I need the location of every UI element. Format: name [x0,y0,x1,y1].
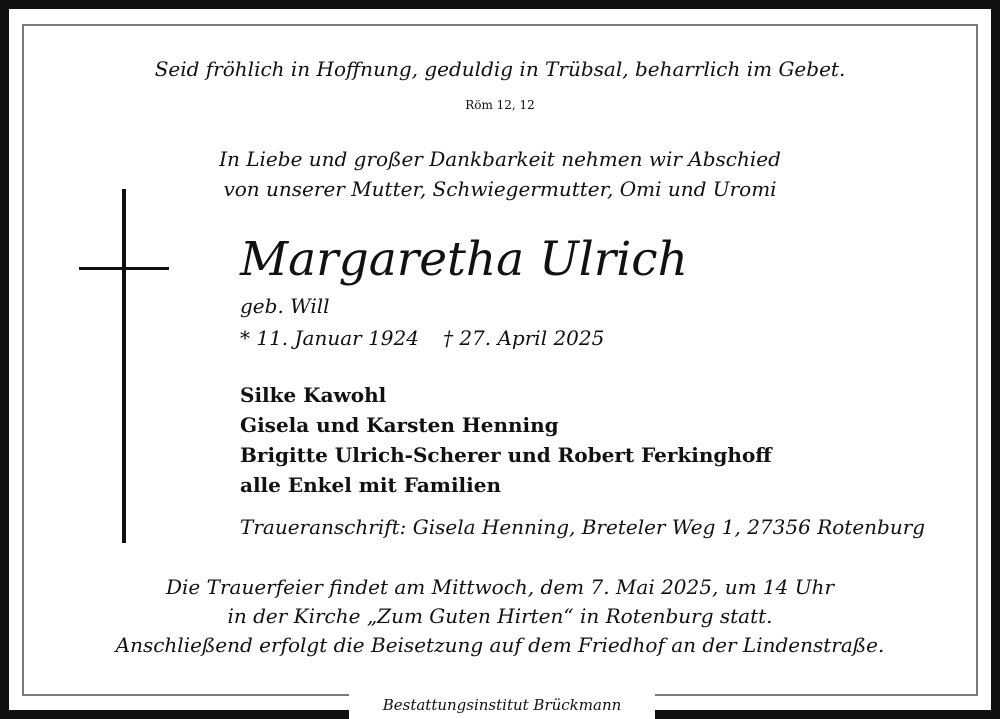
funeral-home-label: Bestattungsinstitut Brückmann [349,692,655,719]
farewell-intro [0,144,1000,204]
mourner-entry: Silke Kawohl [240,383,387,407]
ceremony-details [0,573,1000,660]
cross-vertical-bar [122,189,126,543]
life-dates [240,326,604,350]
mourner-entry: Gisela und Karsten Henning [240,413,559,437]
ceremony-line: Die Trauerfeier findet am Mittwoch, dem 7. Mai 2025, um 14 Uhr [166,575,834,599]
birth-date: * 11. Januar 1924 [240,326,419,350]
cross-horizontal-bar [79,267,169,270]
mourner-entry: alle Enkel mit Familien [240,473,502,497]
death-date: † 27. April 2025 [442,326,605,350]
mourner-entry: Brigitte Ulrich-Scherer und Robert Ferkinghoff [240,443,772,467]
farewell-intro-line: von unserer Mutter, Schwiegermutter, Omi und Uromi [223,177,777,201]
bible-reference: Röm 12, 12 [465,98,535,112]
mourning-address: Traueranschrift: Gisela Henning, Breteler Weg 1, 27356 Rotenburg [240,515,926,539]
farewell-intro-line: In Liebe und großer Dankbarkeit nehmen wir Abschied [219,147,781,171]
ceremony-line: Anschließend erfolgt die Beisetzung auf dem Friedhof an der Lindenstraße. [115,633,885,657]
birth-name: geb. Will [240,294,330,318]
deceased-name: Margaretha Ulrich [240,232,688,287]
ceremony-line: in der Kirche „Zum Guten Hirten“ in Rotenburg statt. [227,604,773,628]
bible-quote: Seid fröhlich in Hoffnung, geduldig in Trübsal, beharrlich im Gebet. [154,57,846,81]
mourners-list [240,380,772,500]
